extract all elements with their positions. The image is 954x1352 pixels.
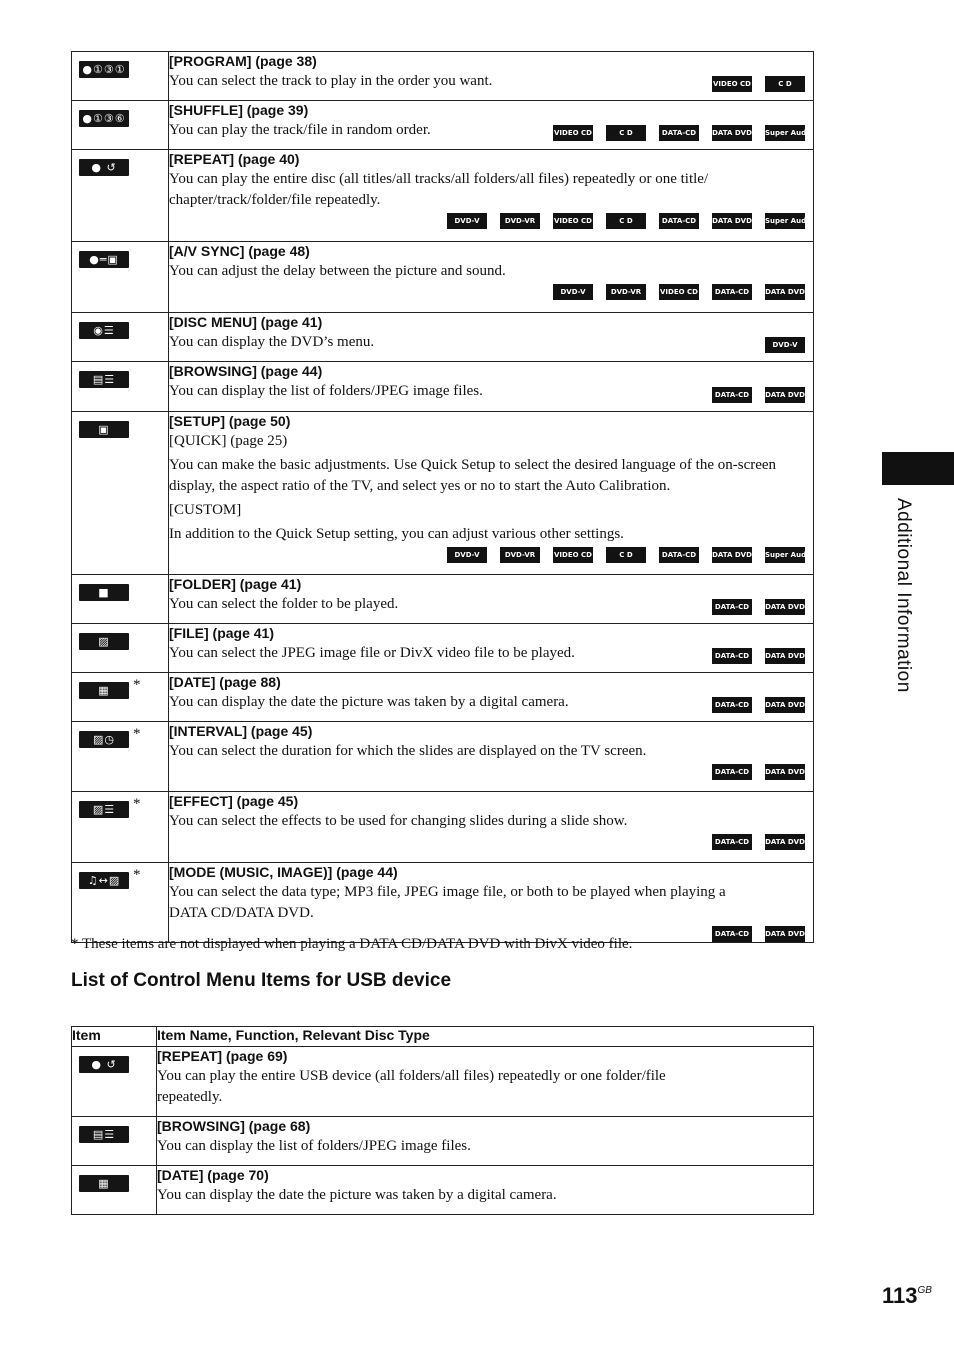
menu-item-icon: ▦ [79,682,129,699]
disc-type-badge: DVD-V [553,284,593,300]
menu-item-icon: ◉☰ [79,322,129,339]
menu-item-icon: ● ↺ [79,159,129,176]
footnote: * These items are not displayed when playing a DATA CD/DATA DVD with DivX video file. [71,936,633,952]
disc-type-badge: DATA DVD [765,387,805,403]
row-text-cell [169,52,814,101]
disc-type-badge: DATA-CD [712,387,752,403]
row-icon-cell [72,313,169,362]
item-description: You can select the JPEG image file or DivX video file to be played. [169,645,575,661]
item-description: You can select the track to play in the order you want. [169,73,493,89]
disc-type-badge: C D [765,76,805,92]
row-text-cell [169,673,814,722]
row-text-cell [169,624,814,673]
disc-type-badge: DVD-VR [500,547,540,563]
row-icon-cell [72,1166,157,1215]
menu-item-icon: ▣ [79,421,129,438]
row-text-cell [169,792,814,863]
row-icon-cell [72,242,169,313]
disc-type-badge: VIDEO CD [553,547,593,563]
row-text-cell [169,412,827,575]
disc-type-badge: DVD-VR [606,284,646,300]
asterisk-marker: * [133,796,141,812]
item-heading: [DISC MENU] (page 41) [169,314,323,330]
table-row [72,722,814,792]
row-text-cell [169,313,814,362]
item-heading: [BROWSING] (page 44) [169,363,323,379]
table-row [72,624,814,673]
item-heading: [INTERVAL] (page 45) [169,723,313,739]
table-row [72,313,814,362]
table-row [72,1166,814,1215]
menu-item-icon: ▦ [79,1175,129,1192]
table-row [72,673,814,722]
disc-type-badge: DVD-V [447,547,487,563]
item-description: You can play the entire USB device (all folders/all files) repeatedly or one folder/file [157,1068,666,1084]
table-row [72,1117,814,1166]
disc-type-badge: DATA-CD [712,697,752,713]
item-description: You can play the entire disc (all titles/all tracks/all folders/all files) repeatedly or one title/ [169,171,709,187]
disc-type-badge: C D [606,125,646,141]
disc-type-badge: DATA DVD [765,648,805,664]
item-heading: [A/V SYNC] (page 48) [169,243,310,259]
item-heading: [REPEAT] (page 40) [169,151,300,167]
item-description: You can adjust the delay between the picture and sound. [169,263,506,279]
disc-type-badges [712,599,805,615]
table-row [72,792,814,863]
disc-type-badge: DATA-CD [659,547,699,563]
item-description: You can select the folder to be played. [169,596,399,612]
disc-type-badges [712,697,805,713]
disc-type-badge: DATA DVD [712,213,752,229]
table-header-row [72,1027,814,1047]
asterisk-marker: * [133,726,141,742]
disc-type-badges [712,387,805,403]
row-text-cell [157,1117,814,1166]
table-row [72,863,814,943]
disc-type-badge: DATA-CD [712,284,752,300]
table-row [72,412,814,575]
item-heading: [DATE] (page 88) [169,674,281,690]
disc-type-badges [169,834,805,850]
row-text-cell [169,362,814,412]
disc-type-badge: DVD-V [765,337,805,353]
usb-section-title: List of Control Menu Items for USB device [71,970,452,991]
disc-type-badge: Super Audio CD [765,213,805,229]
disc-type-badges [169,547,827,563]
row-icon-cell [72,722,169,792]
disc-type-badge: DATA-CD [712,926,752,942]
item-heading: [MODE (MUSIC, IMAGE)] (page 44) [169,864,398,880]
item-heading: [SETUP] (page 50) [169,413,291,429]
disc-type-badge: DATA-CD [659,125,699,141]
item-heading: [FILE] (page 41) [169,625,275,641]
disc-type-badge: DATA-CD [712,834,752,850]
page-number: $113^{GB}$ [882,1283,932,1308]
item-description: repeatedly. [157,1089,223,1105]
item-heading: [PROGRAM] (page 38) [169,53,317,69]
disc-type-badge: DVD-VR [500,213,540,229]
table-row [72,150,814,242]
row-text-cell [169,242,814,313]
row-icon-cell [72,1047,157,1117]
disc-type-badge: DVD-V [447,213,487,229]
disc-type-badge: DATA-CD [712,599,752,615]
disc-type-badges [169,764,805,780]
item-description: You can play the track/file in random order. [169,122,431,138]
item-heading: [DATE] (page 70) [157,1167,269,1183]
disc-type-badge: DATA DVD [765,926,805,942]
item-description: You can make the basic adjustments. Use Quick Setup to select the desired language of the on-screen display, the aspect ratio of the TV, and select yes or no to start the Auto Calibration. [169,457,777,494]
disc-type-badge: DATA-CD [659,213,699,229]
disc-type-badge: VIDEO CD [712,76,752,92]
disc-type-badge: DATA DVD [765,764,805,780]
table-row [72,101,814,150]
item-description: DATA CD/DATA DVD. [169,905,314,921]
row-icon-cell [72,52,169,101]
row-text-cell [169,150,827,242]
disc-type-badges [712,76,805,92]
table-row [72,575,814,624]
disc-type-badges [712,648,805,664]
disc-type-badge: C D [606,213,646,229]
menu-item-icon: ●①③⑥ [79,110,129,127]
menu-item-icon: ▤☰ [79,371,129,388]
disc-type-badge: DATA DVD [765,599,805,615]
menu-item-icon: ●═▣ [79,251,129,268]
row-icon-cell [72,101,169,150]
section-tab-label: Additional Information [893,498,914,693]
menu-item-icon: ● ↺ [79,1056,129,1073]
row-icon-cell [72,150,169,242]
control-menu-table [71,51,827,943]
menu-item-icon: ▨ [79,633,129,650]
row-text-cell [169,101,827,150]
disc-type-badge: DATA-CD [712,648,752,664]
item-heading: [BROWSING] (page 68) [157,1118,311,1134]
usb-menu-table [71,1026,814,1215]
disc-type-badge: DATA DVD [712,547,752,563]
asterisk-marker: * [133,677,141,693]
column-header-name: Item Name, Function, Relevant Disc Type [157,1027,814,1047]
row-icon-cell [72,362,169,412]
menu-item-icon: ▨☰ [79,801,129,818]
disc-type-badge: DATA DVD [765,284,805,300]
menu-item-icon: ■ [79,584,129,601]
table-row [72,52,814,101]
item-description: You can display the date the picture was taken by a digital camera. [157,1187,557,1203]
item-description: You can select the effects to be used for changing slides during a slide show. [169,813,628,829]
row-icon-cell [72,575,169,624]
item-description: You can select the data type; MP3 file, JPEG image file, or both to be played when playing a [169,884,726,900]
menu-item-icon: ●①③① [79,61,129,78]
item-heading: [SHUFFLE] (page 39) [169,102,309,118]
disc-type-badges [553,125,827,141]
row-icon-cell [72,412,169,575]
table-row [72,242,814,313]
disc-type-badge: DATA DVD [765,834,805,850]
disc-type-badge: Super Audio CD [765,547,805,563]
table-row [72,362,814,412]
disc-type-badge: DATA-CD [712,764,752,780]
row-icon-cell [72,1117,157,1166]
item-heading: [FOLDER] (page 41) [169,576,302,592]
row-icon-cell [72,624,169,673]
row-text-cell [157,1047,814,1117]
row-icon-cell [72,792,169,863]
disc-type-badges [765,337,805,353]
asterisk-marker: * [133,867,141,883]
item-description: You can display the list of folders/JPEG image files. [157,1138,471,1154]
item-description: chapter/track/folder/file repeatedly. [169,192,381,208]
disc-type-badges [169,213,827,229]
row-text-cell [169,575,814,624]
disc-type-badge: VIDEO CD [659,284,699,300]
row-icon-cell [72,863,169,943]
disc-type-badge: Super Audio CD [765,125,805,141]
row-text-cell [157,1166,814,1215]
menu-item-icon: ♫↔▨ [79,872,129,889]
menu-item-icon: ▤☰ [79,1126,129,1143]
disc-type-badges [169,284,805,300]
item-description: You can display the list of folders/JPEG image files. [169,383,483,399]
item-description: You can display the DVD’s menu. [169,334,375,350]
item-heading: [REPEAT] (page 69) [157,1048,288,1064]
row-text-cell [169,722,814,792]
disc-type-badge: VIDEO CD [553,125,593,141]
disc-type-badge: VIDEO CD [553,213,593,229]
row-text-cell [169,863,814,943]
disc-type-badge: DATA DVD [712,125,752,141]
item-description: [CUSTOM] [169,502,242,518]
item-description: You can display the date the picture was taken by a digital camera. [169,694,569,710]
column-header-item: Item [72,1027,157,1047]
menu-item-icon: ▨◷ [79,731,129,748]
section-tab [882,452,954,485]
item-heading: [EFFECT] (page 45) [169,793,299,809]
table-row [72,1047,814,1117]
disc-type-badge: DATA DVD [765,697,805,713]
item-description: [QUICK] (page 25) [169,433,288,449]
row-icon-cell [72,673,169,722]
disc-type-badge: C D [606,547,646,563]
item-description: In addition to the Quick Setup setting, you can adjust various other settings. [169,526,624,542]
item-description: You can select the duration for which the slides are displayed on the TV screen. [169,743,647,759]
